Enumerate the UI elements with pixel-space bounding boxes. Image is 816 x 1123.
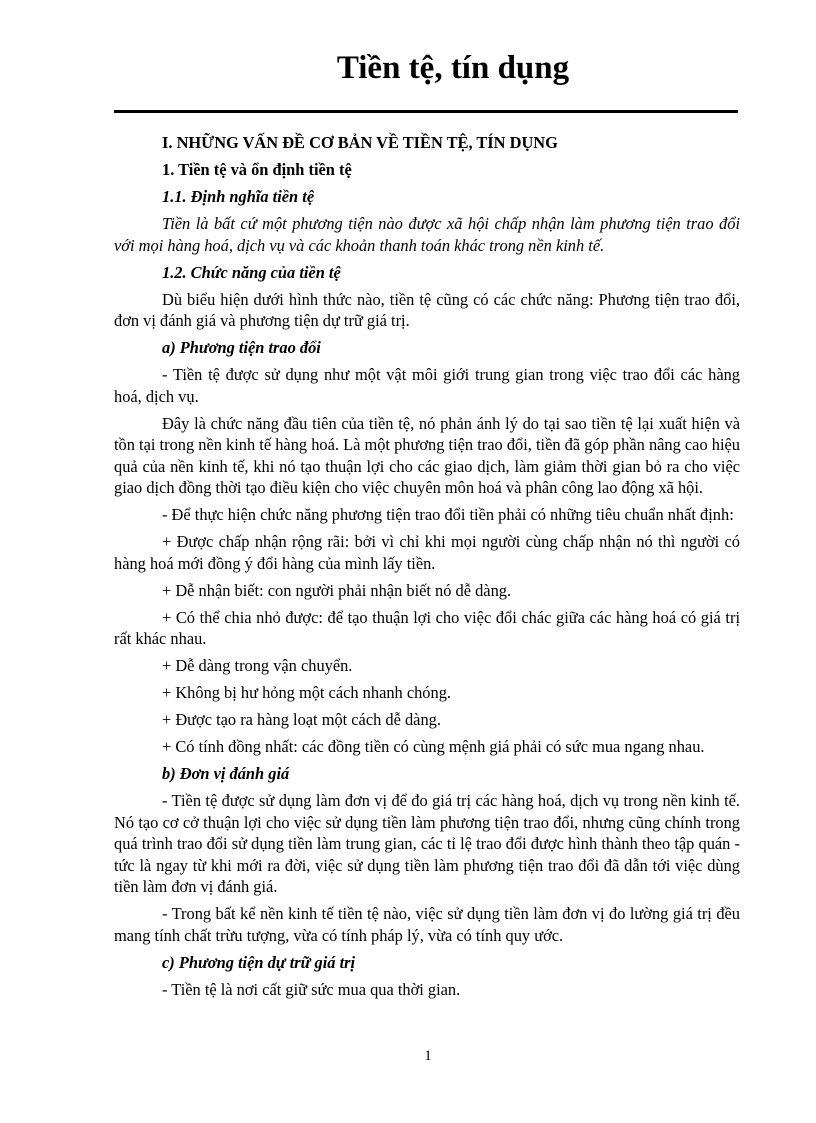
section-heading: 1.2. Chức năng của tiền tệ — [162, 262, 341, 282]
paragraph: - Tiền tệ là nơi cất giữ sức mua qua thời gian. — [162, 979, 461, 999]
paragraph: - Để thực hiện chức năng phương tiện trao đổi tiền phải có những tiêu chuẩn nhất định: — [162, 505, 734, 524]
document-title: Tiền tệ, tín dụng — [336, 50, 570, 86]
paragraph: + Không bị hư hỏng một cách nhanh chóng. — [162, 683, 451, 702]
paragraph: - Tiền tệ được sử dụng như một vật môi giới trung gian trong việc trao đổi các hàng hoá, dịch vụ. — [114, 365, 740, 406]
paragraph: + Có thể chia nhỏ được: để tạo thuận lợi cho việc đổi chác giữa các hàng hoá có giá trị rất khác nhau. — [114, 607, 740, 648]
paragraph: Đây là chức năng đầu tiên của tiền tệ, nó phản ánh lý do tại sao tiền tệ lại xuất hiện và tồn tại trong nền kinh tế hàng hoá. Là một phương tiện trao đổi, tiền đã góp phần nâng cao hiệu quả của nền kinh tế, khi nó tạo thuận lợi cho các giao dịch, làm giảm thời gian bỏ ra cho việc giao dịch đồng thời tạo điều kiện cho việc chuyên môn hoá và phân công lao động xã hội. — [114, 413, 740, 497]
document-body — [114, 132, 740, 1006]
section-heading: 1.1. Định nghĩa tiền tệ — [162, 187, 315, 206]
paragraph: - Tiền tệ được sử dụng làm đơn vị để đo giá trị các hàng hoá, dịch vụ trong nền kinh tế. Nó tạo cơ cở thuận lợi cho việc sử dụng tiền làm phương tiện trao đổi, nhưng cũng chính trong quá trình trao đổi sử dụng tiền làm trung gian, các tỉ lệ trao đổi được hình thành theo tập quán - tức là ngay từ khi mới ra đời, việc sử dụng tiền làm phương tiện trao đổi đã dẫn tới việc dùng tiền làm đơn vị đánh giá. — [114, 791, 740, 896]
page-number: 1 — [424, 1048, 432, 1064]
paragraph: + Được tạo ra hàng loạt một cách dễ dàng. — [162, 710, 441, 729]
section-heading: b) Đơn vị đánh giá — [162, 764, 290, 783]
paragraph: Dù biểu hiện dưới hình thức nào, tiền tệ cũng có các chức năng: Phương tiện trao đổi, đơn vị đánh giá và phương tiện dự trữ giá trị. — [114, 289, 740, 330]
paragraph: - Trong bất kể nền kinh tế tiền tệ nào, việc sử dụng tiền làm đơn vị đo lường giá trị đều mang tính chất trừu tượng, vừa có tính pháp lý, vừa có tính quy ước. — [114, 904, 740, 945]
section-heading: 1. Tiền tệ và ổn định tiền tệ — [162, 160, 352, 179]
paragraph: Tiền là bất cứ một phương tiện nào được xã hội chấp nhận làm phương tiện trao đổi với mọi hàng hoá, dịch vụ và các khoản thanh toán khác trong nền kinh tế. — [114, 214, 740, 255]
paragraph: + Dễ nhận biết: con người phải nhận biết nó dễ dàng. — [162, 580, 512, 600]
paragraph: + Dễ dàng trong vận chuyển. — [162, 656, 353, 675]
paragraph: + Có tính đồng nhất: các đồng tiền có cùng mệnh giá phải có sức mua ngang nhau. — [162, 737, 705, 756]
section-heading: I. NHỮNG VẤN ĐỀ CƠ BẢN VỀ TIỀN TỆ, TÍN DỤNG — [162, 133, 558, 152]
title-divider — [114, 110, 738, 113]
section-heading: a) Phương tiện trao đổi — [162, 338, 321, 357]
section-heading: c) Phương tiện dự trữ giá trị — [162, 952, 356, 972]
paragraph: + Được chấp nhận rộng rãi: bởi vì chỉ khi mọi người cùng chấp nhận nó thì người có hàng hoá mới đồng ý đổi hàng của mình lấy tiền. — [114, 532, 740, 573]
